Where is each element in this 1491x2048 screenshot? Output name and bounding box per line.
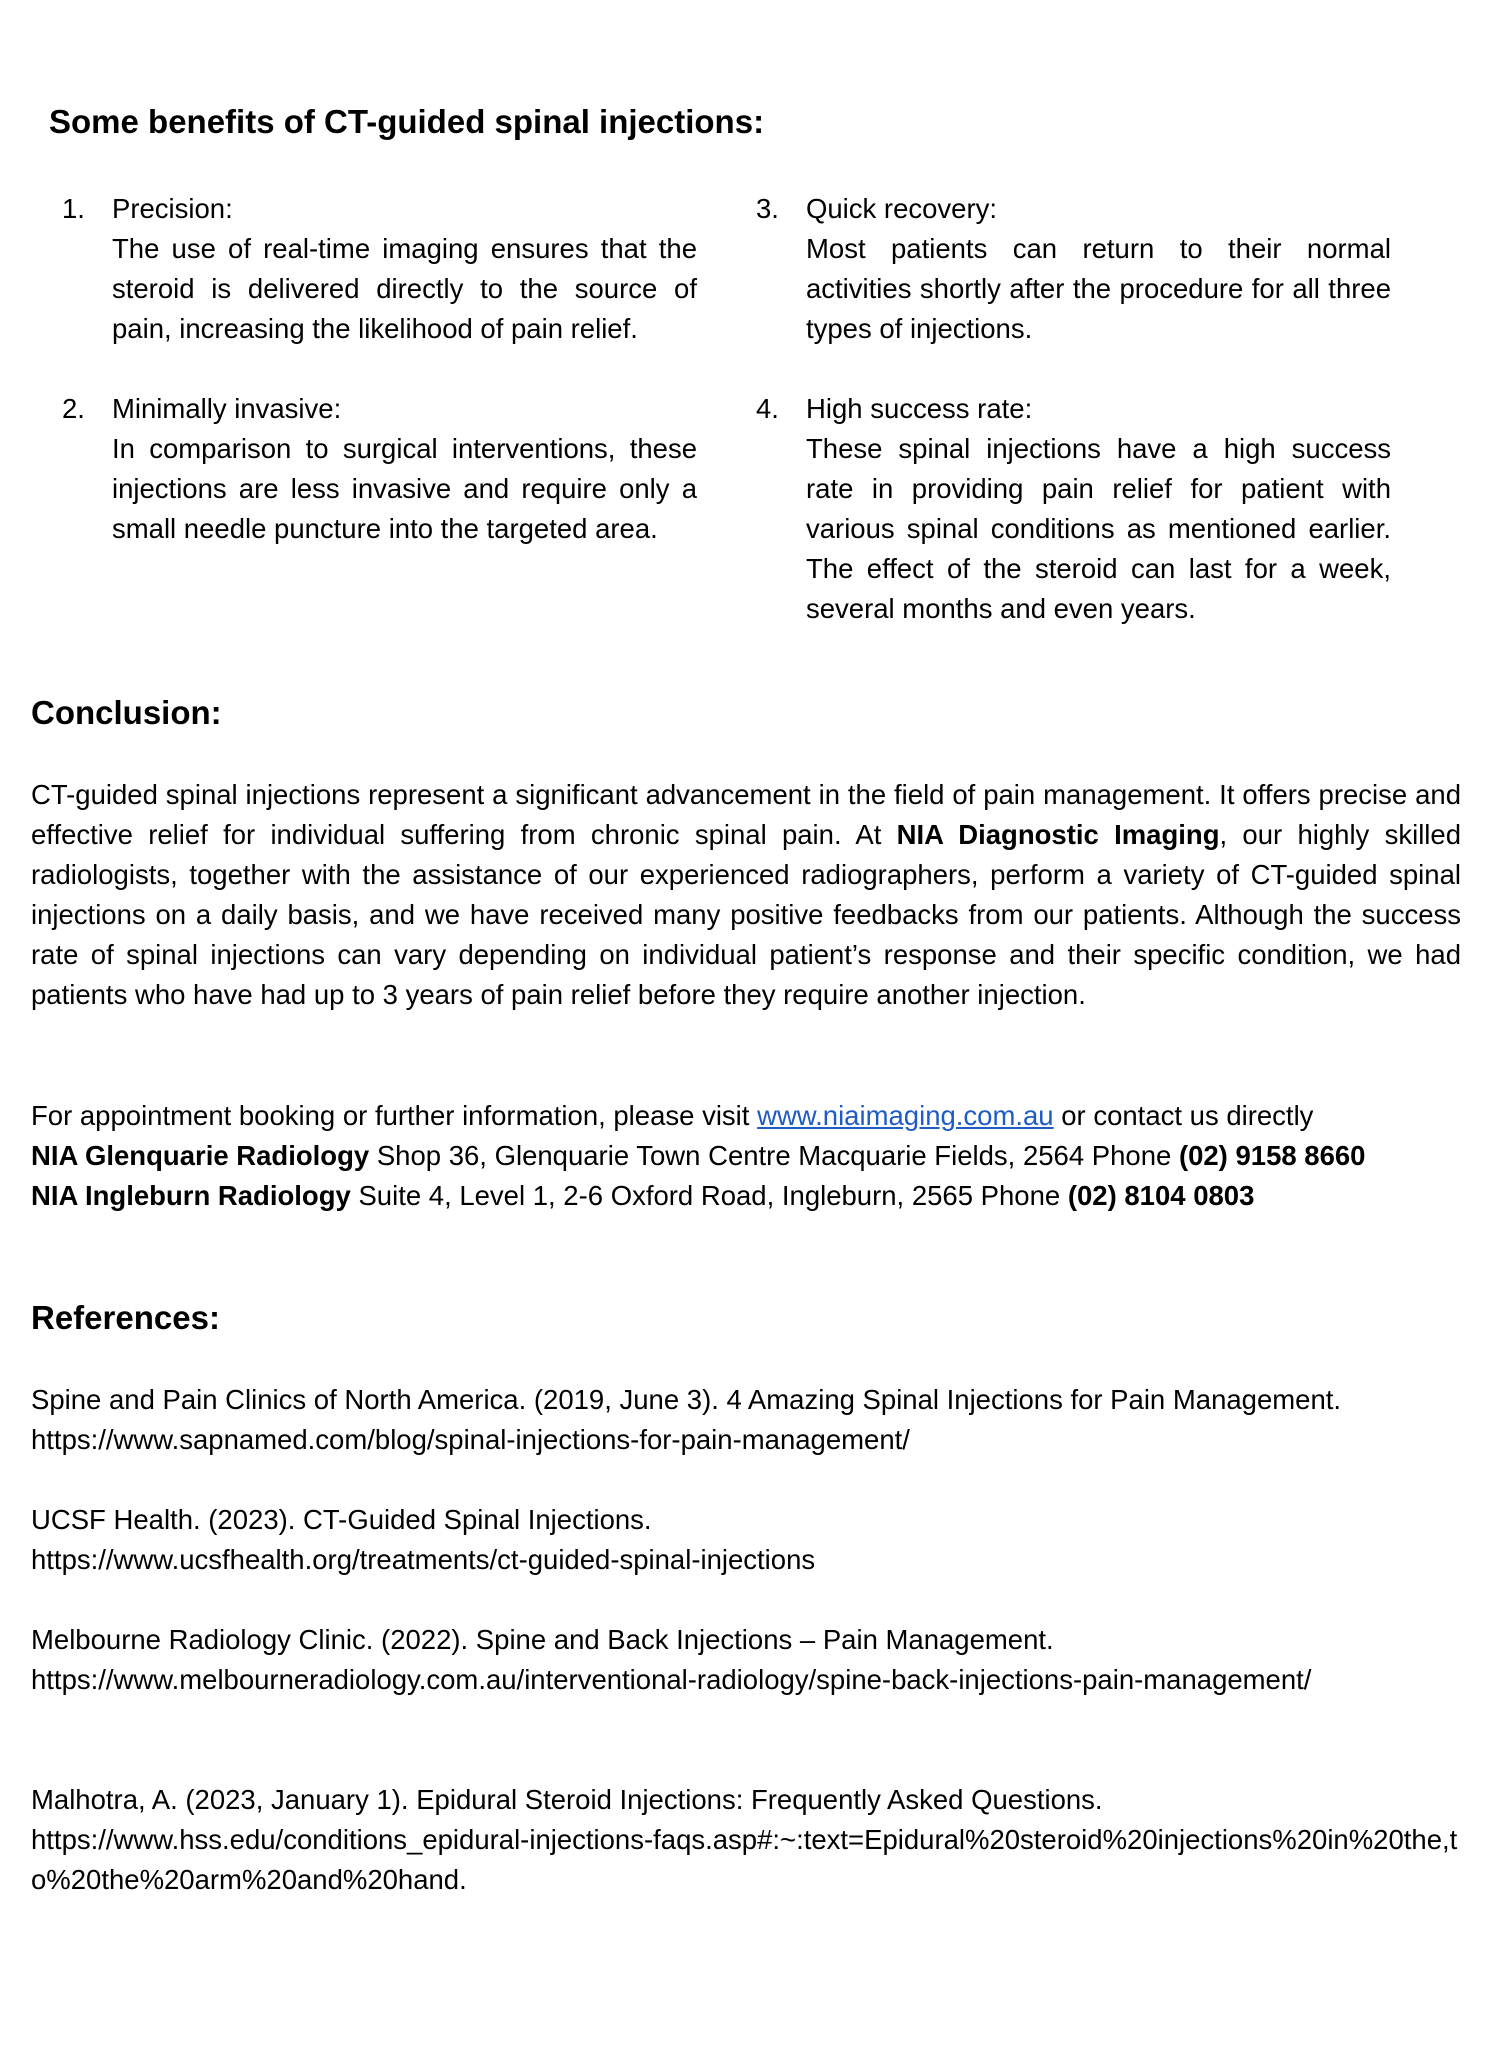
benefit-number: 2.	[62, 393, 85, 424]
benefit-item	[756, 389, 1391, 629]
reference-citation: Malhotra, A. (2023, January 1). Epidural Steroid Injections: Frequently Asked Questions.	[31, 1784, 1103, 1815]
benefits-column-right	[756, 189, 1391, 629]
reference-url: https://www.ucsfhealth.org/treatments/ct-guided-spinal-injections	[31, 1544, 816, 1575]
benefit-title: Minimally invasive:	[112, 393, 342, 424]
location-line-ingleburn	[31, 1176, 1461, 1216]
reference-url: https://www.sapnamed.com/blog/spinal-injections-for-pain-management/	[31, 1424, 910, 1455]
benefit-description: These spinal injections have a high success rate in providing pain relief for patient with various spinal conditions as mentioned earlier. The effect of the steroid can last for a week, several months and even years.	[806, 433, 1391, 624]
reference-url: https://www.melbourneradiology.com.au/interventional-radiology/spine-back-injections-pain-management/	[31, 1664, 1312, 1695]
benefit-title: High success rate:	[806, 393, 1033, 424]
benefit-description: Most patients can return to their normal activities shortly after the procedure for all three types of injections.	[806, 233, 1391, 344]
benefit-number: 1.	[62, 193, 85, 224]
reference-citation: Melbourne Radiology Clinic. (2022). Spine and Back Injections – Pain Management.	[31, 1624, 1054, 1655]
location-address: Suite 4, Level 1, 2-6 Oxford Road, Ingleburn, 2565 Phone	[350, 1180, 1068, 1211]
location-line-glenquarie	[31, 1136, 1461, 1176]
conclusion-heading: Conclusion:	[31, 694, 222, 731]
benefit-item	[62, 389, 697, 549]
benefit-item	[756, 189, 1391, 349]
conclusion-text-start: CT-guided spinal injections represent a significant advancement in the field of pain management. It offers precise and effective relief for individual suffering from chronic spinal pain. At	[31, 779, 1461, 850]
reference-item	[31, 1780, 1461, 1900]
benefit-description: In comparison to surgical interventions, these injections are less invasive and require only a small needle puncture into the targeted area.	[112, 433, 697, 544]
benefit-number: 4.	[756, 393, 779, 424]
website-link[interactable]: www.niaimaging.com.au	[757, 1100, 1054, 1131]
location-name: NIA Ingleburn Radiology	[31, 1180, 351, 1211]
reference-item	[31, 1500, 1461, 1580]
location-phone: (02) 9158 8660	[1178, 1140, 1366, 1171]
contact-intro-text: For appointment booking or further information, please visit	[31, 1100, 758, 1131]
reference-item	[31, 1380, 1461, 1460]
benefits-heading: Some benefits of CT-guided spinal injections:	[49, 103, 765, 140]
location-address: Shop 36, Glenquarie Town Centre Macquarie Fields, 2564 Phone	[369, 1140, 1179, 1171]
reference-citation: Spine and Pain Clinics of North America. (2019, June 3). 4 Amazing Spinal Injections for Pain Management.	[31, 1384, 1342, 1415]
benefit-number: 3.	[756, 193, 779, 224]
references-heading: References:	[31, 1299, 220, 1336]
location-name: NIA Glenquarie Radiology	[31, 1140, 370, 1171]
reference-url: https://www.hss.edu/conditions_epidural-injections-faqs.asp#:~:text=Epidural%20steroid%20injections%20in%20the,to%20the%20arm%20and%20hand.	[31, 1824, 1458, 1895]
benefit-title: Precision:	[112, 193, 233, 224]
benefits-column-left	[62, 189, 697, 549]
reference-citation: UCSF Health. (2023). CT-Guided Spinal Injections.	[31, 1504, 652, 1535]
benefit-title: Quick recovery:	[806, 193, 998, 224]
company-name: NIA Diagnostic Imaging	[896, 819, 1220, 850]
benefit-description: The use of real-time imaging ensures that the steroid is delivered directly to the source of pain, increasing the likelihood of pain relief.	[112, 233, 697, 344]
location-phone: (02) 8104 0803	[1067, 1180, 1255, 1211]
conclusion-text-end: , our highly skilled radiologists, together with the assistance of our experienced radiographers, perform a variety of CT-guided spinal injections on a daily basis, and we have received many positive feedbacks from our patients. Although the success rate of spinal injections can vary depending on individual patient’s response and their specific condition, we had patients who have had up to 3 years of pain relief before they require another injection.	[31, 819, 1461, 1010]
contact-intro-line	[31, 1096, 1461, 1136]
reference-item	[31, 1620, 1461, 1700]
contact-outro-text: or contact us directly	[1053, 1100, 1314, 1131]
benefit-item	[62, 189, 697, 349]
contact-paragraph	[31, 1096, 1461, 1216]
conclusion-paragraph	[31, 775, 1461, 1015]
